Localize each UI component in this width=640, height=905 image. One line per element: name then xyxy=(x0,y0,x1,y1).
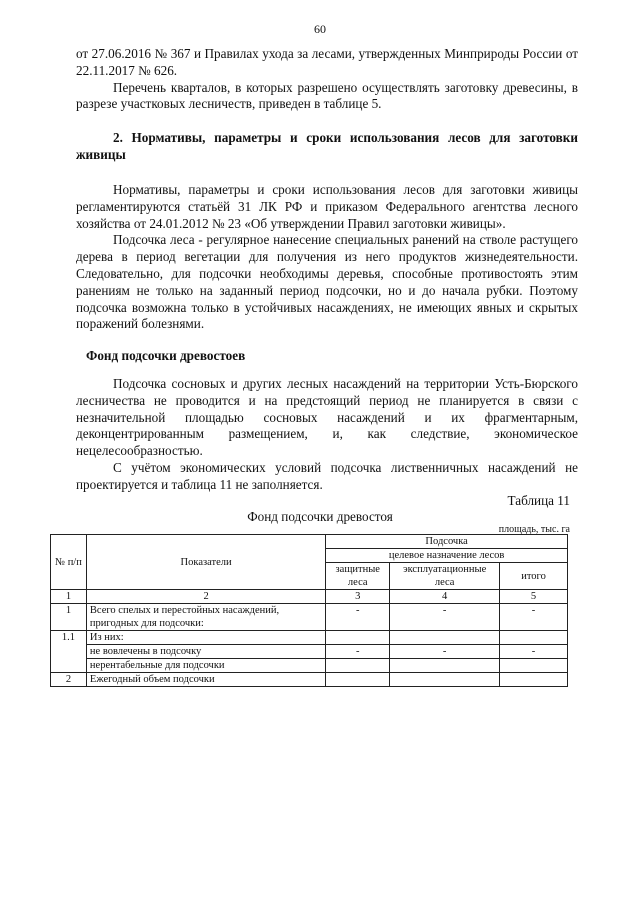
col-number: 1 xyxy=(51,590,87,604)
intro-paragraph-1: от 27.06.2016 № 367 и Правилах ухода за лесами, утвержденных Минприроды России от 22.11.2017 № 626. xyxy=(76,46,578,78)
row-exploitation: - xyxy=(390,604,500,631)
col-number: 2 xyxy=(86,590,325,604)
section-2-paragraph-2: Подсочка леса - регулярное нанесение специальных ранений на стволе растущего дерева в период вегетации для получения из него продуктов жизнедеятельности. Следовательно, для подсочки необходимы деревья, способные противостоять этим ранениям не только на заданный период подсочки, но и до начала рубки. Поэтому подсочка возможна только в устойчивых насаждениях, не имеющих явных и скрытых поражений болезнями. xyxy=(76,232,578,332)
table-title: Фонд подсочки древостоя xyxy=(247,509,393,524)
row-protective xyxy=(326,673,390,687)
fund-table xyxy=(50,534,568,687)
intro-paragraph-2: Перечень кварталов, в которых разрешено осуществлять заготовку древесины, в разрезе участковых лесничеств, приведен в таблице 5. xyxy=(76,79,578,112)
table-caption: Таблица 11 xyxy=(507,493,570,508)
section-2-paragraph-1: Нормативы, параметры и сроки использования лесов для заготовки живицы регламентируются статьёй 31 ЛК РФ и приказом Федерального агентства лесного хозяйства от 24.01.2012 № 23 «Об утверждении Правил заготовки живицы». xyxy=(76,182,578,231)
col-number: 3 xyxy=(326,590,390,604)
row-protective: - xyxy=(326,604,390,631)
header-indicators: Показатели xyxy=(86,535,325,590)
col-number: 5 xyxy=(500,590,568,604)
row-label: не вовлечены в подсочку xyxy=(86,645,325,659)
header-exploitation: эксплуатационные леса xyxy=(390,563,500,590)
row-num: 2 xyxy=(51,673,87,687)
row-total xyxy=(500,631,568,645)
intro-block xyxy=(76,46,578,113)
fund-body xyxy=(76,376,578,494)
row-label: Всего спелых и перестойных насаждений, пригодных для подсочки: xyxy=(86,604,325,631)
row-total xyxy=(500,673,568,687)
row-exploitation xyxy=(390,631,500,645)
fund-heading: Фонд подсочки древостоев xyxy=(86,348,246,363)
table-row xyxy=(51,631,568,645)
table-row xyxy=(51,645,568,659)
row-exploitation: - xyxy=(390,645,500,659)
row-total xyxy=(500,659,568,673)
row-protective xyxy=(326,659,390,673)
row-protective: - xyxy=(326,645,390,659)
table-row xyxy=(51,659,568,673)
header-podsochka: Подсочка xyxy=(326,535,568,549)
row-label: Ежегодный объем подсочки xyxy=(86,673,325,687)
row-label: Из них: xyxy=(86,631,325,645)
table-unit: площадь, тыс. га xyxy=(498,524,570,535)
table-row xyxy=(51,604,568,631)
fund-paragraph-1: Подсочка сосновых и других лесных насаждений на территории Усть-Бюрского лесничества не проводится и на предстоящий период не планируется в связи с незначительной площадью сосновых насаждений и их фрагментарным, деконцентрированным размещением, и, как следствие, экономическое нецелесообразностью. xyxy=(76,376,578,459)
row-total: - xyxy=(500,604,568,631)
fund-paragraph-2: С учётом экономических условий подсочка лиственничных насаждений не проектируется и таблица 11 не заполняется. xyxy=(76,459,578,492)
row-num: 1.1 xyxy=(51,631,87,673)
row-label: нерентабельные для подсочки xyxy=(86,659,325,673)
header-total: итого xyxy=(500,563,568,590)
header-purpose: целевое назначение лесов xyxy=(326,549,568,563)
fund-heading-block xyxy=(76,348,578,365)
row-protective xyxy=(326,631,390,645)
column-number-row xyxy=(51,590,568,604)
section-2-body xyxy=(76,182,578,333)
header-protective: защитные леса xyxy=(326,563,390,590)
row-num: 1 xyxy=(51,604,87,631)
col-number: 4 xyxy=(390,590,500,604)
section-2 xyxy=(76,130,578,164)
section-2-heading: 2. Нормативы, параметры и сроки использования лесов для заготовки живицы xyxy=(76,130,578,162)
row-exploitation xyxy=(390,673,500,687)
header-num: № п/п xyxy=(51,535,87,590)
row-exploitation xyxy=(390,659,500,673)
row-total: - xyxy=(500,645,568,659)
table-row xyxy=(51,673,568,687)
page-number: 60 xyxy=(314,22,326,36)
